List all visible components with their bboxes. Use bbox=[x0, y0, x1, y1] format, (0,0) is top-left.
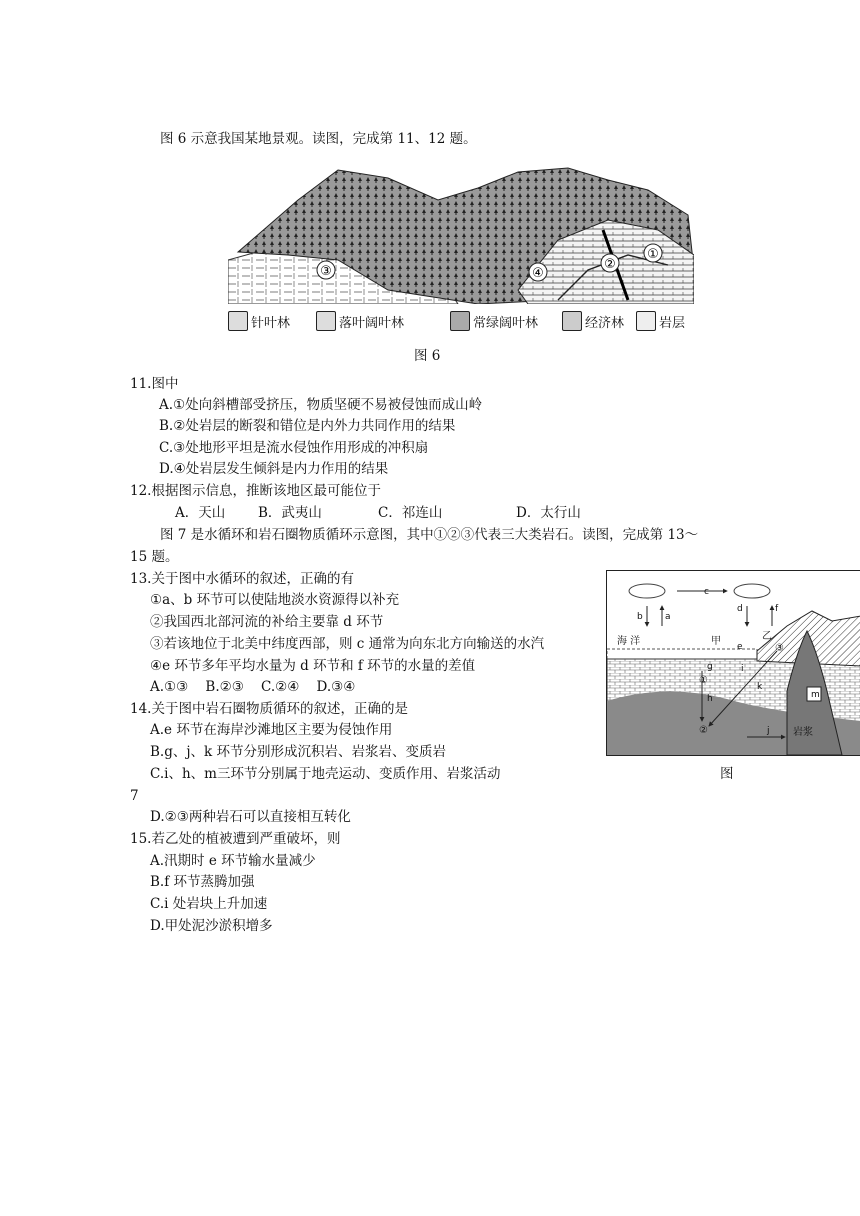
fig7-label-h: h bbox=[707, 694, 713, 704]
q15-option-c: C.i 处岩块上升加速 bbox=[150, 896, 268, 912]
q13-item-1: ①a、b 环节可以使陆地淡水资源得以补充 bbox=[150, 592, 400, 608]
q13-choices: A.①③ B.②③ C.②④ D.③④ bbox=[150, 679, 356, 695]
fig7-label-c: c bbox=[704, 587, 709, 597]
fig7-label-r3: ③ bbox=[775, 643, 784, 654]
figure-6-caption: 图 6 bbox=[414, 348, 441, 364]
figure-6-legend bbox=[228, 311, 698, 333]
legend-item bbox=[636, 311, 685, 331]
fig7-label-i: i bbox=[741, 664, 744, 674]
figure-7-cycle-diagram bbox=[606, 570, 860, 756]
q14-option-c: C.i、h、m三环节分别属于地壳运动、变质作用、岩浆活动 bbox=[150, 766, 501, 782]
legend-label: 经济林 bbox=[585, 315, 625, 331]
q13-item-4: ④e 环节多年平均水量为 d 环节和 f 环节的水量的差值 bbox=[150, 658, 476, 674]
q14-option-a: A.e 环节在海岸沙滩地区主要为侵蚀作用 bbox=[150, 722, 393, 738]
q13-item-2: ②我国西北部河流的补给主要靠 d 环节 bbox=[150, 614, 384, 630]
q13-stem: 13.关于图中水循环的叙述，正确的有 bbox=[130, 571, 354, 587]
fig7-label-d: d bbox=[737, 604, 743, 614]
intro-fig7-line1: 图 7 是水循环和岩石圈物质循环示意图，其中①②③代表三大类岩石。读图，完成第 13～ bbox=[160, 527, 699, 543]
fig7-label-k: k bbox=[757, 682, 763, 692]
q12-option-d: D．太行山 bbox=[516, 505, 581, 521]
fig7-label-sea: 海 洋 bbox=[617, 636, 641, 647]
fig7-label-b: b bbox=[637, 612, 643, 622]
q11-stem: 11.图中 bbox=[130, 376, 179, 392]
fig7-label-r2: ② bbox=[699, 725, 708, 736]
coniferous-icon bbox=[228, 311, 248, 331]
fig7-label-g: g bbox=[707, 662, 713, 672]
legend-item bbox=[450, 311, 538, 331]
evergreen-icon bbox=[450, 311, 470, 331]
legend-item bbox=[228, 311, 290, 331]
legend-label: 岩层 bbox=[659, 315, 686, 331]
q15-option-a: A.汛期时 e 环节输水量减少 bbox=[150, 853, 316, 869]
q15-option-b: B.f 环节蒸腾加强 bbox=[150, 874, 255, 890]
fig6-label-2: ② bbox=[604, 257, 616, 272]
fig7-label-m: m bbox=[811, 690, 820, 700]
fig6-label-3: ③ bbox=[320, 264, 332, 279]
q12-option-a: A．天山 bbox=[175, 505, 226, 521]
q11-option-c: C.③处地形平坦是流水侵蚀作用形成的冲积扇 bbox=[159, 440, 429, 456]
fig7-label-f: f bbox=[775, 604, 779, 614]
fig7-label-yi: 乙 bbox=[762, 631, 772, 642]
deciduous-icon bbox=[316, 311, 336, 331]
legend-label: 落叶阔叶林 bbox=[339, 315, 405, 331]
q15-stem: 15.若乙处的植被遭到严重破坏，则 bbox=[130, 831, 341, 847]
economic-forest-icon bbox=[562, 311, 582, 331]
fig7-label-e: e bbox=[737, 642, 743, 652]
q15-option-d: D.甲处泥沙淤积增多 bbox=[150, 918, 273, 934]
fig7-label-r1: ① bbox=[699, 675, 708, 686]
figure-6-landscape bbox=[228, 160, 694, 304]
legend-label: 常绿阔叶林 bbox=[473, 315, 539, 331]
q12-stem: 12.根据图示信息，推断该地区最可能位于 bbox=[130, 483, 381, 499]
figure-7-caption: 图 bbox=[720, 766, 734, 782]
fig6-label-4: ④ bbox=[532, 266, 544, 281]
legend-item bbox=[562, 311, 624, 331]
q12-option-b: B．武夷山 bbox=[258, 505, 322, 521]
fig7-label-magma: 岩浆 bbox=[793, 727, 813, 738]
fig7-label-a: a bbox=[665, 612, 671, 622]
intro-fig6: 图 6 示意我国某地景观。读图，完成第 11、12 题。 bbox=[160, 131, 477, 147]
q14-option-d: D.②③两种岩石可以直接相互转化 bbox=[150, 809, 351, 825]
q14-stem: 14.关于图中岩石圈物质循环的叙述，正确的是 bbox=[130, 701, 408, 717]
fig7-label-jia: 甲 bbox=[711, 636, 721, 647]
q11-option-a: A.①处向斜槽部受挤压，物质坚硬不易被侵蚀而成山岭 bbox=[159, 397, 483, 413]
q11-option-b: B.②处岩层的断裂和错位是内外力共同作用的结果 bbox=[159, 418, 456, 434]
fig6-label-1: ① bbox=[647, 247, 659, 262]
legend-label: 针叶林 bbox=[251, 315, 291, 331]
q14-wrap-text: 7 bbox=[130, 788, 139, 804]
q14-option-b: B.g、j、k 环节分别形成沉积岩、岩浆岩、变质岩 bbox=[150, 744, 447, 760]
q11-option-d: D.④处岩层发生倾斜是内力作用的结果 bbox=[159, 461, 389, 477]
fig7-label-j: j bbox=[767, 726, 770, 736]
q12-option-c: C．祁连山 bbox=[378, 505, 443, 521]
intro-fig7-line2: 15 题。 bbox=[130, 549, 179, 565]
rock-layer-icon bbox=[636, 311, 656, 331]
legend-item bbox=[316, 311, 404, 331]
q13-item-3: ③若该地位于北美中纬度西部，则 c 通常为向东北方向输送的水汽 bbox=[150, 636, 545, 652]
